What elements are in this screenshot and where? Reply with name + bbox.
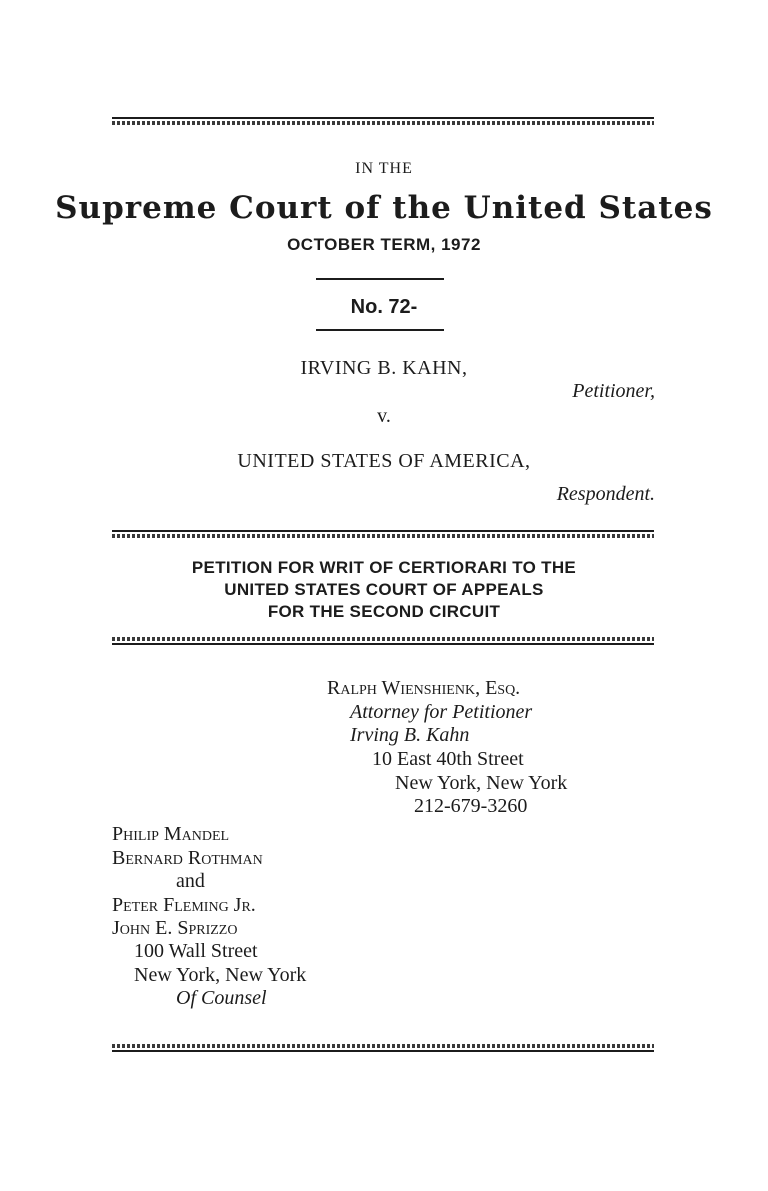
petition-rule-top xyxy=(112,530,654,538)
counsel-conjunction: and xyxy=(176,870,205,892)
counsel-name-2: Bernard Rothman xyxy=(112,847,263,869)
respondent-name: UNITED STATES OF AMERICA, xyxy=(237,450,531,472)
of-counsel-label: Of Counsel xyxy=(176,987,267,1009)
respondent-role: Respondent. xyxy=(556,483,655,505)
petition-title-line2: UNITED STATES COURT OF APPEALS xyxy=(224,580,544,599)
docket-rule-top xyxy=(316,278,444,280)
docket-number: No. 72- xyxy=(350,296,418,318)
petition-title xyxy=(0,557,768,623)
petition-rule-bottom xyxy=(112,637,654,645)
attorney-client: Irving B. Kahn xyxy=(350,724,470,746)
petition-title-line1: PETITION FOR WRIT OF CERTIORARI TO THE xyxy=(191,558,577,577)
attorney-phone: 212-679-3260 xyxy=(414,795,528,817)
top-rule xyxy=(112,117,654,125)
petitioner-name: IRVING B. KAHN, xyxy=(300,357,468,379)
attorney-role: Attorney for Petitioner xyxy=(350,701,533,723)
attorney-name: Ralph Wienshienk, Esq. xyxy=(327,677,521,699)
term-label: OCTOBER TERM, 1972 xyxy=(287,235,481,254)
court-name: Supreme Court of the United States xyxy=(55,190,713,226)
docket-rule-bottom xyxy=(316,329,444,331)
versus: v. xyxy=(377,405,391,427)
in-the-label: IN THE xyxy=(355,160,413,177)
counsel-name-3: Peter Fleming Jr. xyxy=(112,894,256,916)
attorney-city: New York, New York xyxy=(395,772,568,794)
counsel-name-4: John E. Sprizzo xyxy=(112,917,238,939)
bottom-rule xyxy=(112,1044,654,1052)
attorney-street: 10 East 40th Street xyxy=(372,748,524,770)
counsel-name-1: Philip Mandel xyxy=(112,823,230,845)
petitioner-role: Petitioner, xyxy=(572,380,655,402)
counsel-street: 100 Wall Street xyxy=(134,940,258,962)
petition-title-line3: FOR THE SECOND CIRCUIT xyxy=(267,602,501,621)
counsel-city: New York, New York xyxy=(134,964,307,986)
